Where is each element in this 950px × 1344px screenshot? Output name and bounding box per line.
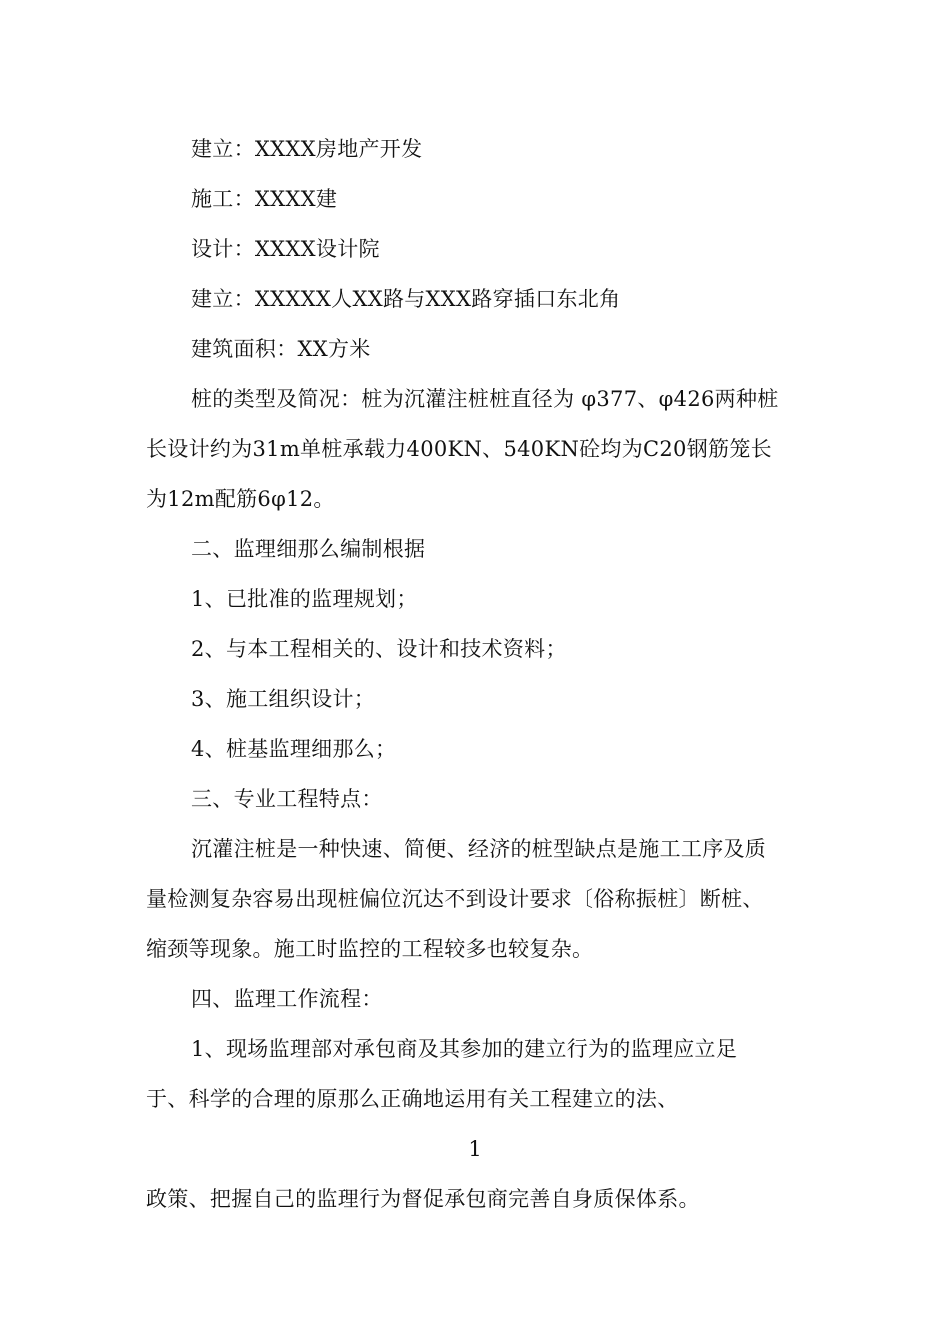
text-line-next-page: 政策、把握自己的监理行为督促承包商完善自身质保体系。 bbox=[146, 1187, 700, 1211]
text-line-pile-type-cont: 长设计约为31m单桩承载力400KN、540KN砼均为C20钢筋笼长 bbox=[146, 437, 772, 461]
text-line-features-1: 沉灌注桩是一种快速、简便、经济的桩型缺点是施工工序及质 bbox=[191, 837, 767, 861]
text-line-area: 建筑面积：XX方米 bbox=[191, 337, 371, 361]
page-number: 1 bbox=[468, 1137, 482, 1161]
text-line-developer: 建立：XXXX房地产开发 bbox=[191, 137, 423, 161]
list-item-basis-2: 2、与本工程相关的、设计和技术资料； bbox=[191, 637, 567, 661]
list-item-basis-3: 3、施工组织设计； bbox=[191, 687, 376, 711]
list-item-basis-1: 1、已批准的监理规划； bbox=[191, 587, 418, 611]
text-line-features-2: 量检测复杂容易出现桩偏位沉达不到设计要求〔俗称振桩〕断桩、 bbox=[146, 887, 764, 911]
text-line-workflow-1: 1、现场监理部对承包商及其参加的建立行为的监理应立足 bbox=[191, 1037, 738, 1061]
section-heading-basis: 二、监理细那么编制根据 bbox=[191, 537, 426, 561]
text-line-workflow-2: 于、科学的合理的原那么正确地运用有关工程建立的法、 bbox=[146, 1087, 679, 1111]
text-line-pile-type-end: 为12m配筋6φ12。 bbox=[146, 487, 335, 511]
text-line-features-3: 缩颈等现象。施工时监控的工程较多也较复杂。 bbox=[146, 937, 594, 961]
list-item-basis-4: 4、桩基监理细那么； bbox=[191, 737, 397, 761]
section-heading-features: 三、专业工程特点： bbox=[191, 787, 383, 811]
text-line-designer: 设计：XXXX设计院 bbox=[191, 237, 380, 261]
text-line-pile-type: 桩的类型及简况：桩为沉灌注桩桩直径为 φ377、φ426两种桩 bbox=[191, 387, 779, 411]
section-heading-workflow: 四、监理工作流程： bbox=[191, 987, 383, 1011]
text-line-location: 建立：XXXXX人XX路与XXX路穿插口东北角 bbox=[191, 287, 621, 311]
text-line-contractor: 施工：XXXX建 bbox=[191, 187, 338, 211]
